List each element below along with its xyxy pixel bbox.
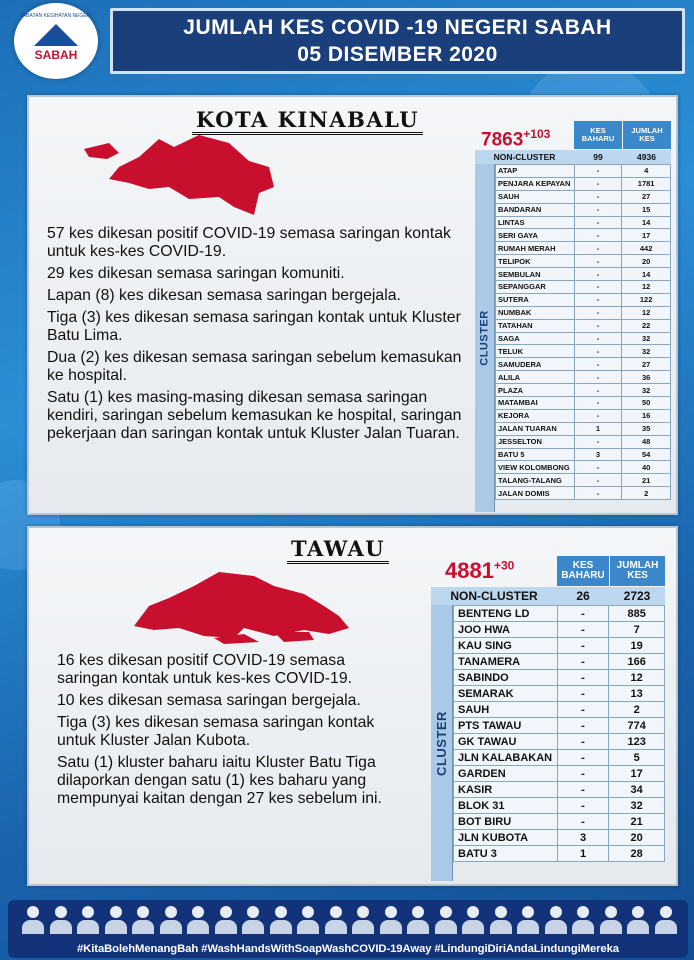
cluster-new-cases: 3 [557,830,609,846]
cluster-total-cases: 122 [622,293,671,306]
kk-paragraph: Dua (2) kes dikesan semasa saringan sebelum kemasukan ke hospital. [47,349,462,384]
cluster-total-cases: 774 [609,718,665,734]
person-icon [655,906,677,934]
tawau-paragraph: Tiga (3) kes dikesan semasa saringan kontak untuk Kluster Jalan Kubota. [57,714,375,749]
cluster-name: VIEW KOLOMBONG [496,461,575,474]
cluster-name: SAUH [496,190,575,203]
cluster-new-cases: - [557,670,609,686]
cluster-row [454,766,665,782]
tawau-cluster-table [453,605,665,862]
kk-non-cluster-row [475,150,671,164]
cluster-row [496,358,671,371]
cluster-row [454,702,665,718]
cluster-name: SERI GAYA [496,229,575,242]
cluster-new-cases: - [574,358,622,371]
tawau-new-cases: +30 [493,558,515,573]
cluster-name: GARDEN [454,766,558,782]
cluster-name: SEPANGGAR [496,281,575,294]
person-icon [297,906,319,934]
cluster-name: PTS TAWAU [454,718,558,734]
cluster-name: TELUK [496,345,575,358]
logo-small-text: JABATAN KESIHATAN NEGERI [20,13,92,19]
cluster-row [496,255,671,268]
person-icon [160,906,182,934]
cluster-new-cases: - [574,177,622,190]
cluster-total-cases: 54 [622,448,671,461]
cluster-new-cases: - [557,814,609,830]
cluster-new-cases: - [574,474,622,487]
cluster-new-cases: - [574,409,622,422]
non-cluster-new: 26 [576,589,590,603]
cluster-row [496,177,671,190]
kk-col-new-header: KES BAHARU [574,121,622,149]
cluster-total-cases: 34 [609,782,665,798]
cluster-name: TATAHAN [496,319,575,332]
cluster-row [496,242,671,255]
kk-cluster-label [475,164,495,512]
cluster-name: BATU 5 [496,448,575,461]
mountain-icon [34,24,78,46]
person-icon [215,906,237,934]
cluster-row [496,281,671,294]
cluster-name: RUMAH MERAH [496,242,575,255]
cluster-name: NUMBAK [496,306,575,319]
cluster-new-cases: - [574,281,622,294]
cluster-row [496,190,671,203]
tawau-panel [27,526,678,886]
cluster-name: TANAMERA [454,654,558,670]
cluster-name: BATU 3 [454,846,558,862]
cluster-total-cases: 20 [622,255,671,268]
person-icon [545,906,567,934]
title-date: 05 DISEMBER 2020 [297,43,498,66]
cluster-new-cases: - [574,268,622,281]
cluster-name: JLN KUBOTA [454,830,558,846]
cluster-total-cases: 2 [609,702,665,718]
kk-cluster-table [495,164,671,500]
tawau-paragraph: Satu (1) kluster baharu iaitu Kluster Batu Tiga dilaporkan dengan satu (1) kes baharu yang mempunyai kaitan dengan 27 kes sebelum ini. [57,754,382,807]
cluster-new-cases: - [574,487,622,500]
cluster-total-cases: 442 [622,242,671,255]
non-cluster-total: 2723 [623,589,651,603]
cluster-total-cases: 7 [609,622,665,638]
cluster-total-cases: 1781 [622,177,671,190]
cluster-total-cases: 12 [622,306,671,319]
cluster-name: LINTAS [496,216,575,229]
cluster-row [496,422,671,435]
person-icon [462,906,484,934]
cluster-label-text: CLUSTER [434,710,450,776]
cluster-row [454,622,665,638]
tawau-cluster-label [431,605,453,881]
cluster-name: SEMARAK [454,686,558,702]
cluster-name: JLN KALABAKAN [454,750,558,766]
footer-hashtags: #KitaBolehMenangBah #WashHandsWithSoapWashCOVID-19Away #LindungiDiriAndaLindungiMereka [77,943,619,955]
cluster-name: KAU SING [454,638,558,654]
cluster-new-cases: - [574,461,622,474]
footer-banner [8,900,688,958]
cluster-total-cases: 27 [622,358,671,371]
cluster-new-cases: - [574,229,622,242]
title-line-1: JUMLAH KES COVID -19 NEGERI SABAH [183,16,612,39]
person-icon [22,906,44,934]
cluster-row [496,448,671,461]
cluster-new-cases: 3 [574,448,622,461]
cluster-total-cases: 28 [609,846,665,862]
page-title [110,8,685,74]
cluster-row [496,487,671,500]
kota-kinabalu-map-icon [79,127,289,222]
cluster-name: SAUH [454,702,558,718]
cluster-row [496,435,671,448]
cluster-new-cases: - [557,798,609,814]
cluster-total-cases: 14 [622,268,671,281]
person-icon [242,906,264,934]
cluster-new-cases: - [574,165,622,178]
tawau-description [57,652,387,812]
cluster-row [496,397,671,410]
person-icon [77,906,99,934]
cluster-name: SAMUDERA [496,358,575,371]
non-cluster-label: NON-CLUSTER [450,589,538,603]
cluster-row [496,409,671,422]
cluster-name: ATAP [496,165,575,178]
cluster-row [496,319,671,332]
cluster-name: SAGA [496,332,575,345]
cluster-total-cases: 17 [622,229,671,242]
cluster-new-cases: - [574,255,622,268]
tawau-paragraph: 10 kes dikesan semasa saringan bergejala. [57,692,361,709]
person-icon [132,906,154,934]
kk-paragraph: 57 kes dikesan positif COVID-19 semasa saringan kontak untuk kes-kes COVID-19. [47,225,451,260]
cluster-row [496,474,671,487]
cluster-new-cases: - [557,702,609,718]
cluster-name: ALILA [496,371,575,384]
cluster-total-cases: 20 [609,830,665,846]
logo-text: SABAH [34,48,78,62]
cluster-row [496,216,671,229]
cluster-total-cases: 36 [622,371,671,384]
cluster-name: KASIR [454,782,558,798]
tawau-col-new-header: KES BAHARU [557,556,609,586]
cluster-name: SABINDO [454,670,558,686]
cluster-new-cases: - [557,686,609,702]
cluster-row [454,686,665,702]
cluster-row [454,654,665,670]
tawau-total-value: 4881 [445,558,494,583]
tawau-total-cases [445,558,514,584]
cluster-new-cases: - [574,203,622,216]
kk-paragraph: Tiga (3) kes dikesan semasa saringan kontak untuk Kluster Batu Lima. [47,309,461,344]
cluster-row [454,734,665,750]
section-title: TAWAU [287,536,389,564]
person-icon [600,906,622,934]
person-icon [187,906,209,934]
person-icon [325,906,347,934]
cluster-total-cases: 50 [622,397,671,410]
cluster-new-cases: 1 [557,846,609,862]
cluster-name: JALAN DOMIS [496,487,575,500]
cluster-row [454,638,665,654]
cluster-name: GK TAWAU [454,734,558,750]
person-icon [50,906,72,934]
cluster-new-cases: - [574,384,622,397]
cluster-total-cases: 4 [622,165,671,178]
kk-paragraph: Lapan (8) kes dikesan semasa saringan bergejala. [47,287,401,304]
cluster-name: BANDARAN [496,203,575,216]
cluster-row [454,606,665,622]
cluster-label-text: CLUSTER [478,310,491,366]
cluster-total-cases: 32 [622,332,671,345]
cluster-total-cases: 13 [609,686,665,702]
cluster-total-cases: 14 [622,216,671,229]
cluster-new-cases: - [574,190,622,203]
cluster-total-cases: 17 [609,766,665,782]
cluster-name: SEMBULAN [496,268,575,281]
kk-paragraph: 29 kes dikesan semasa saringan komuniti. [47,265,345,282]
cluster-total-cases: 48 [622,435,671,448]
cluster-total-cases: 35 [622,422,671,435]
cluster-row [454,750,665,766]
cluster-total-cases: 15 [622,203,671,216]
cluster-total-cases: 22 [622,319,671,332]
person-icon [517,906,539,934]
kota-kinabalu-panel [27,95,678,515]
person-icon [490,906,512,934]
cluster-row [496,345,671,358]
cluster-name: TELIPOK [496,255,575,268]
cluster-name: PLAZA [496,384,575,397]
cluster-name: JESSELTON [496,435,575,448]
cluster-new-cases: - [557,782,609,798]
kk-total-cases [481,127,550,151]
cluster-name: JALAN TUARAN [496,422,575,435]
cluster-new-cases: - [557,622,609,638]
cluster-name: MATAMBAI [496,397,575,410]
cluster-total-cases: 32 [609,798,665,814]
cluster-name: BLOK 31 [454,798,558,814]
cluster-row [496,306,671,319]
tawau-paragraph: 16 kes dikesan positif COVID-19 semasa saringan kontak untuk kes-kes COVID-19. [57,652,353,687]
cluster-row [496,332,671,345]
cluster-new-cases: - [574,397,622,410]
kk-total-value: 7863 [481,129,524,151]
cluster-row [496,165,671,178]
cluster-row [496,384,671,397]
kk-col-total-header: JUMLAH KES [623,121,671,149]
cluster-row [454,830,665,846]
cluster-total-cases: 12 [622,281,671,294]
cluster-name: KEJORA [496,409,575,422]
cluster-new-cases: - [574,435,622,448]
cluster-name: TALANG-TALANG [496,474,575,487]
cluster-row [496,268,671,281]
cluster-row [496,203,671,216]
cluster-name: JOO HWA [454,622,558,638]
sabah-health-logo [14,3,98,79]
cluster-total-cases: 2 [622,487,671,500]
cluster-row [454,782,665,798]
cluster-total-cases: 885 [609,606,665,622]
cluster-total-cases: 21 [622,474,671,487]
cluster-row [496,461,671,474]
cluster-total-cases: 40 [622,461,671,474]
cluster-new-cases: 1 [574,422,622,435]
person-icon [270,906,292,934]
cluster-new-cases: - [557,606,609,622]
cluster-new-cases: - [557,750,609,766]
cluster-row [454,718,665,734]
cluster-new-cases: - [574,371,622,384]
person-icon [407,906,429,934]
section-title: KOTA KINABALU [192,107,423,135]
person-icon [572,906,594,934]
cluster-total-cases: 123 [609,734,665,750]
cluster-new-cases: - [557,638,609,654]
cluster-row [454,798,665,814]
kk-description [47,225,477,447]
non-cluster-total: 4936 [637,152,656,162]
cluster-row [496,229,671,242]
non-cluster-new: 99 [593,152,603,162]
cluster-row [454,670,665,686]
cluster-row [454,814,665,830]
cluster-total-cases: 5 [609,750,665,766]
person-icon [105,906,127,934]
tawau-map-icon [124,566,364,646]
cluster-total-cases: 32 [622,384,671,397]
cluster-new-cases: - [557,734,609,750]
cluster-new-cases: - [574,319,622,332]
cluster-new-cases: - [574,216,622,229]
person-icon [352,906,374,934]
cluster-row [454,846,665,862]
cluster-new-cases: - [574,293,622,306]
cluster-total-cases: 16 [622,409,671,422]
cluster-new-cases: - [557,654,609,670]
cluster-new-cases: - [574,306,622,319]
tawau-non-cluster-row [431,587,665,605]
cluster-name: SUTERA [496,293,575,306]
cluster-total-cases: 19 [609,638,665,654]
cluster-new-cases: - [574,345,622,358]
person-icon [435,906,457,934]
kk-paragraph: Satu (1) kes masing-masing dikesan semasa saringan kendiri, saringan sebelum kemasukan ke hospital, saringan pekerjaan dan saringan kontak untuk Kluster Jalan Tuaran. [47,389,462,442]
cluster-new-cases: - [557,766,609,782]
cluster-total-cases: 166 [609,654,665,670]
kk-new-cases: +103 [523,127,551,141]
cluster-name: PENJARA KEPAYAN [496,177,575,190]
cluster-total-cases: 27 [622,190,671,203]
cluster-total-cases: 32 [622,345,671,358]
person-icon [380,906,402,934]
cluster-new-cases: - [574,332,622,345]
cluster-new-cases: - [557,718,609,734]
person-icon [627,906,649,934]
non-cluster-label: NON-CLUSTER [493,152,556,162]
tawau-col-total-header: JUMLAH KES [610,556,665,586]
cluster-row [496,293,671,306]
cluster-row [496,371,671,384]
cluster-total-cases: 21 [609,814,665,830]
cluster-name: BENTENG LD [454,606,558,622]
cluster-new-cases: - [574,242,622,255]
cluster-total-cases: 12 [609,670,665,686]
cluster-name: BOT BIRU [454,814,558,830]
